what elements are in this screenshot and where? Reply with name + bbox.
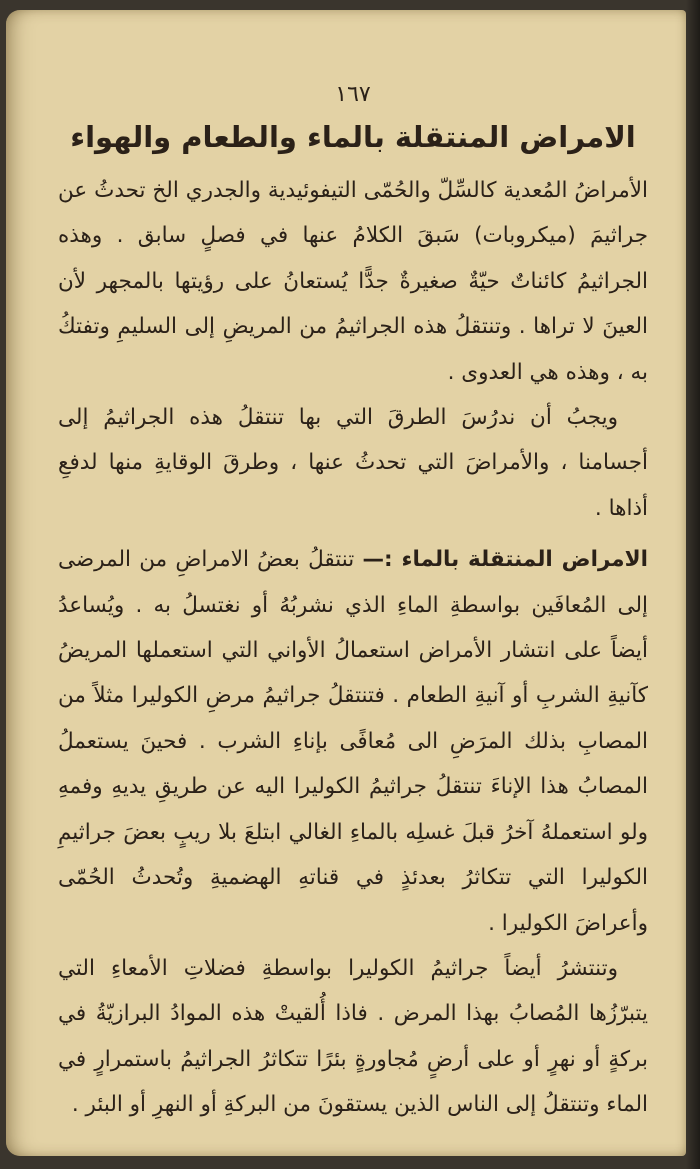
paragraph-3-body: تنتقلُ بعضُ الامراضِ من المرضى إلى المُعافَين بواسطةِ الماءِ الذي نشربُهُ أو نغتسلُ به . ويُساعدُ أيضاً على انتشار الأمراض استعمالُ الأواني التي استعملها المريضُ كآنيةِ الشربِ أو آنيةِ الطعام . فتنتقلُ جراثيمُ مرضِ الكوليرا مثلاً من المصابِ بذلك المرَضِ الى مُعافًى بإناءِ الشرب . فحينَ يستعملُ المصابُ هذا الإناءَ تنتقلُ جراثيمُ الكوليرا اليه عن طريقِ يديهِ وفمهِ ولو استعملهُ آخرُ قبلَ غسلِه بالماءِ الغالي ابتلعَ بلا ريبٍ بعضَ جراثيمِ الكوليرا التي تتكاثرُ بعدئذٍ في قناتهِ الهضميةِ وتُحدثُ الحُمّى وأعراضَ الكوليرا . <box>58 547 648 936</box>
section-label-water: الامراض المنتقلة بالماء :— <box>362 547 649 573</box>
paragraph-3 <box>58 537 648 946</box>
paragraph-4: وتنتشرُ أيضاً جراثيمُ الكوليرا بواسطةِ فضلاتِ الأمعاءِ التي يتبرّزُها المُصابُ بهذا المرض . فاذا أُلقيتْ هذه الموادُ البرازيّةُ في بركةٍ أو نهرٍ أو على أرضٍ مُجاورةٍ بئرًا تتكاثرُ الجراثيمُ باستمرارٍ في الماء وتنتقلُ إلى الناس الذين يستقونَ من البركةِ أو النهرِ أو البئر . <box>58 955 648 1118</box>
paragraph-1: الأمراضُ المُعدية كالسِّلّ والحُمّى التيفوئيدية والجدري الخ تحدثُ عن جراثيمَ (ميكروبات) سَبقَ الكلامُ عنها في فصلٍ سابق . وهذه الجراثيمُ كائناتٌ حيّةٌ صغيرةٌ جدًّا يُستعانُ على رؤيتها بالمجهر لأن العينَ لا تراها . وتنتقلُ هذه الجراثيمُ من المريضِ إلى السليمِ وتفتكُ به ، وهذه هي العدوى . <box>58 178 648 385</box>
book-edge-shadow <box>686 0 700 1169</box>
paragraph-2: ويجبُ أن ندرُسَ الطرقَ التي بها تنتقلُ هذه الجراثيمُ إلى أجسامنا ، والأمراضَ التي تحدثُ عنها ، وطرقَ الوقايةِ منها لدفعِ أذاها . <box>58 405 648 521</box>
page-title: الامراض المنتقلة بالماء والطعام والهواء <box>70 120 636 154</box>
page-text-block <box>58 78 648 1128</box>
page-number: ١٦٧ <box>335 82 371 107</box>
